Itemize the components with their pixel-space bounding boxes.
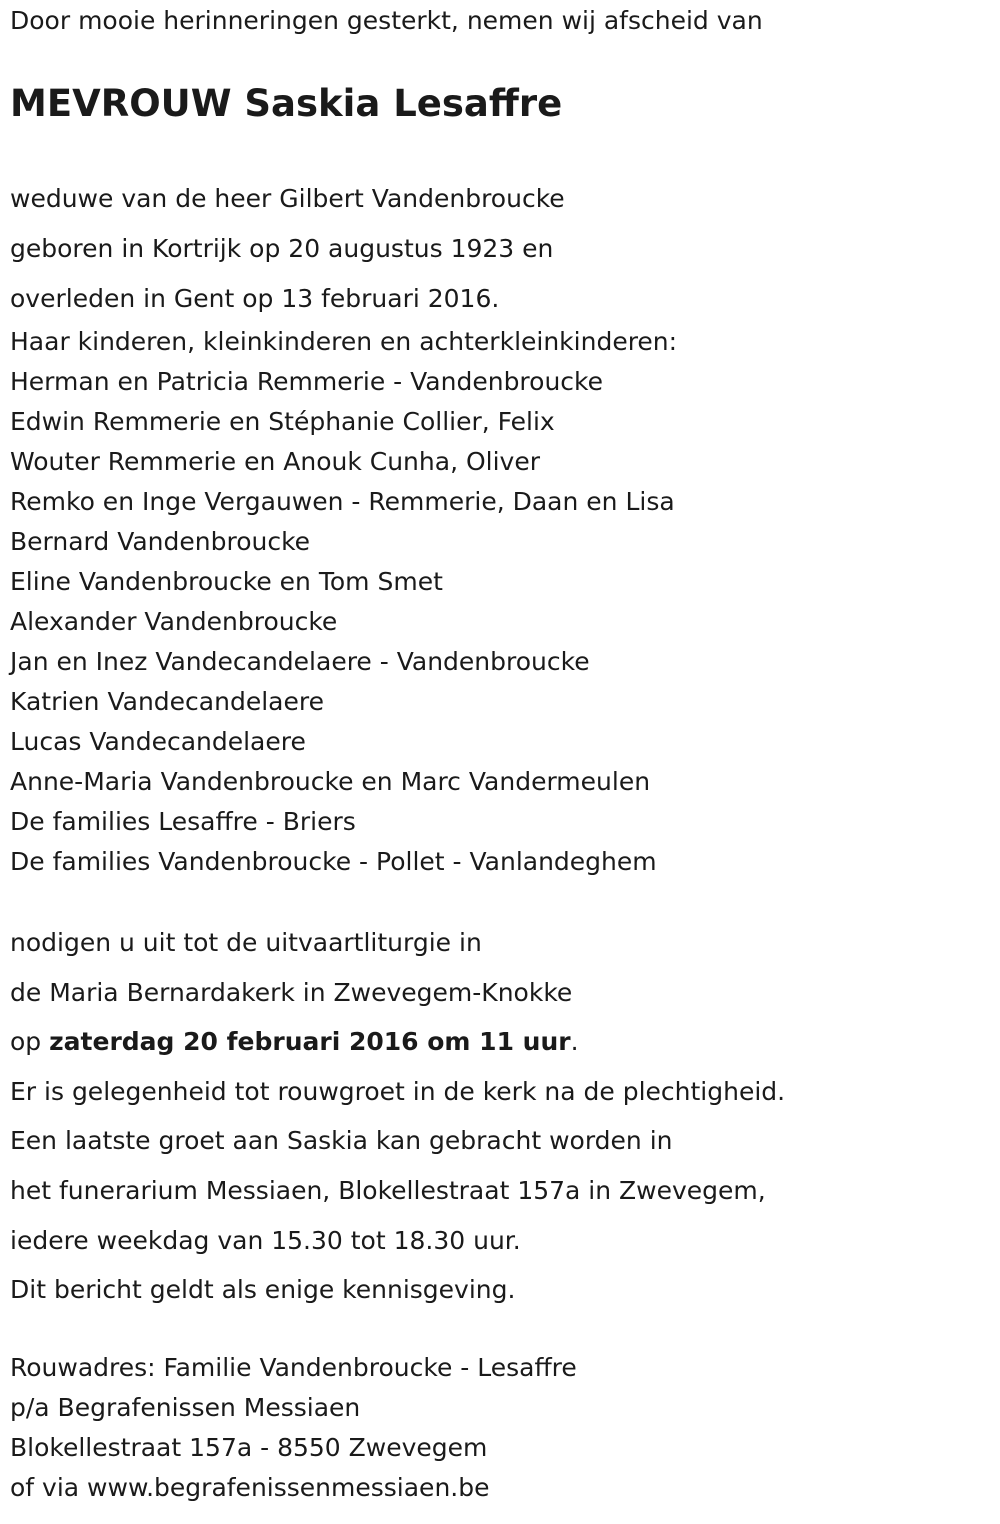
address-line: p/a Begrafenissen Messiaen: [10, 1393, 361, 1422]
birth-line: geboren in Kortrijk op 20 augustus 1923 en: [10, 234, 554, 263]
church-line: de Maria Bernardakerk in Zwevegem-Knokke: [10, 977, 573, 1007]
intro-text: Door mooie herinneringen gesterkt, nemen wij afscheid van: [10, 6, 763, 35]
notice-line: Dit bericht geldt als enige kennisgeving.: [10, 1275, 516, 1305]
family-member: Jan en Inez Vandecandelaere - Vandenbroucke: [10, 647, 590, 676]
family-member: Alexander Vandenbroucke: [10, 607, 338, 636]
family-member: Katrien Vandecandelaere: [10, 687, 324, 716]
ceremony-date: zaterdag 20 februari 2016 om 11 uur: [49, 1027, 571, 1057]
widow-line: weduwe van de heer Gilbert Vandenbroucke: [10, 184, 565, 213]
address-line: Rouwadres: Familie Vandenbroucke - Lesaffre: [10, 1353, 577, 1382]
family-heading: Haar kinderen, kleinkinderen en achterkleinkinderen:: [10, 327, 678, 356]
visiting-hours-line: iedere weekdag van 15.30 tot 18.30 uur.: [10, 1225, 521, 1255]
deceased-name-title: MEVROUW Saskia Lesaffre: [10, 82, 563, 125]
date-line: [10, 1017, 785, 1067]
ceremony-block: [10, 918, 785, 1315]
family-member: Lucas Vandecandelaere: [10, 727, 306, 756]
address-block: [10, 1348, 577, 1508]
website-line: of via www.begrafenissenmessiaen.be: [10, 1473, 490, 1502]
date-suffix: .: [570, 1027, 579, 1057]
condolence-line: Er is gelegenheid tot rouwgroet in de kerk na de plechtigheid.: [10, 1076, 786, 1106]
address-line: Blokellestraat 157a - 8550 Zwevegem: [10, 1433, 488, 1462]
family-member: De families Lesaffre - Briers: [10, 807, 356, 836]
family-member: Eline Vandenbroucke en Tom Smet: [10, 567, 443, 596]
invite-line: nodigen u uit tot de uitvaartliturgie in: [10, 928, 482, 957]
family-member: De families Vandenbroucke - Pollet - Vanlandeghem: [10, 847, 657, 876]
funerarium-line: het funerarium Messiaen, Blokellestraat 157a in Zwevegem,: [10, 1175, 766, 1205]
date-prefix: op: [10, 1027, 50, 1057]
family-member: Bernard Vandenbroucke: [10, 527, 311, 556]
family-member: Herman en Patricia Remmerie - Vandenbroucke: [10, 367, 604, 396]
family-member: Edwin Remmerie en Stéphanie Collier, Felix: [10, 407, 555, 436]
family-member: Remko en Inge Vergauwen - Remmerie, Daan en Lisa: [10, 487, 675, 516]
details-block: [10, 174, 565, 324]
farewell-line: Een laatste groet aan Saskia kan gebracht worden in: [10, 1126, 673, 1156]
death-line: overleden in Gent op 13 februari 2016.: [10, 284, 500, 313]
family-list: [10, 322, 677, 882]
family-member: Wouter Remmerie en Anouk Cunha, Oliver: [10, 447, 540, 476]
family-member: Anne-Maria Vandenbroucke en Marc Vandermeulen: [10, 767, 651, 796]
